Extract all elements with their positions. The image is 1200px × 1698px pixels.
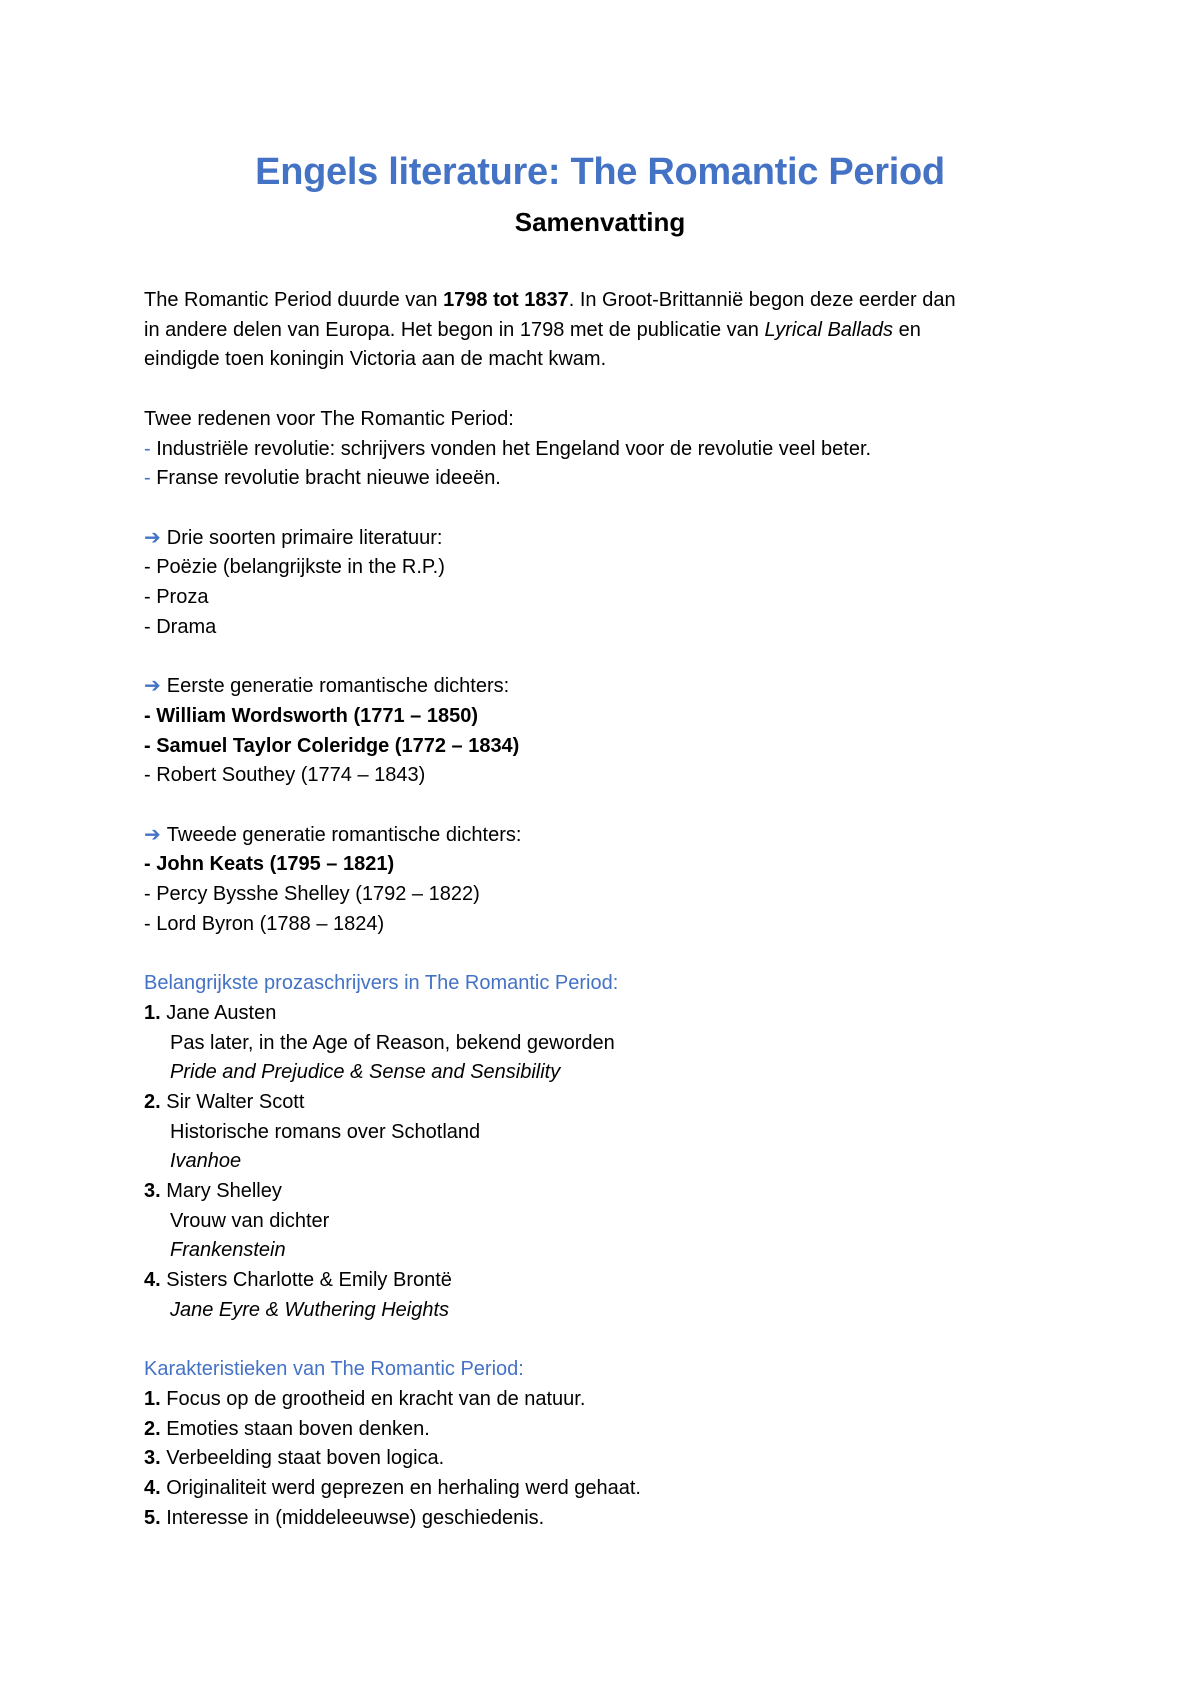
characteristics-heading: Karakteristieken van The Romantic Period:: [144, 1358, 524, 1381]
prose-writers-heading: Belangrijkste prozaschrijvers in The Romantic Period:: [144, 972, 619, 995]
item-number: 3.: [144, 1447, 161, 1470]
reason-text: Franse revolutie bracht nieuwe ideeën.: [156, 467, 501, 490]
heading-text: Eerste generatie romantische dichters:: [166, 675, 510, 698]
poet-name: Robert Southey (1774 – 1843): [156, 764, 426, 787]
bullet-dash: -: [144, 883, 157, 905]
poet-item: [144, 850, 1064, 880]
intro-text: The Romantic Period duurde van: [144, 289, 444, 311]
arrow-right-icon: ➔: [144, 823, 161, 846]
document-title: Engels literature: The Romantic Period: [255, 151, 945, 193]
writer-item: [144, 1177, 1064, 1207]
poet-name: Lord Byron (1788 – 1824): [156, 912, 385, 935]
characteristic-item: [144, 1504, 1064, 1534]
intro-text: . In Groot-Brittannië begon deze eerder dan: [568, 289, 956, 311]
writer-item: [144, 1088, 1064, 1118]
bullet-dash: -: [144, 853, 157, 876]
writer-name: Mary Shelley: [166, 1180, 282, 1203]
item-number: 2.: [144, 1417, 161, 1440]
poet-name: John Keats (1795 – 1821): [156, 853, 395, 876]
item-number: 1.: [144, 1387, 161, 1410]
intro-line-2: [144, 316, 1064, 346]
reason-text: Industriële revolutie: schrijvers vonden het Engeland voor de revolutie veel beter.: [156, 437, 872, 460]
poet-item: [144, 761, 1064, 791]
item-text: Drama: [156, 615, 217, 638]
writer-works: Jane Eyre & Wuthering Heights: [170, 1298, 450, 1321]
poet-name: William Wordsworth (1771 – 1850): [156, 704, 478, 727]
characteristic-text: Emoties staan boven denken.: [166, 1417, 430, 1440]
reason-item: [144, 464, 1064, 494]
writer-works: Pride and Prejudice & Sense and Sensibility: [170, 1061, 561, 1084]
item-number: 1.: [144, 1001, 161, 1024]
writer-note: Vrouw van dichter: [170, 1209, 330, 1232]
bullet-dash: -: [144, 764, 157, 787]
lyrical-ballads-title: Lyrical Ballads: [764, 318, 894, 341]
arrow-right-icon: ➔: [144, 526, 161, 549]
poet-item: [144, 702, 1064, 732]
poet-item: [144, 732, 1064, 762]
item-number: 4.: [144, 1269, 161, 1292]
writer-name: Jane Austen: [166, 1001, 277, 1024]
bullet-dash: -: [144, 556, 157, 579]
bullet-dash: -: [144, 704, 157, 727]
writer-item: [144, 1266, 1064, 1296]
item-number: 5.: [144, 1506, 161, 1529]
second-generation-heading: [144, 821, 1064, 851]
characteristic-text: Focus op de grootheid en kracht van de natuur.: [166, 1387, 586, 1410]
reason-item: [144, 435, 1064, 465]
characteristic-text: Verbeelding staat boven logica.: [166, 1447, 445, 1470]
writer-works: Frankenstein: [170, 1239, 286, 1262]
heading-text: Drie soorten primaire literatuur:: [166, 526, 443, 549]
bullet-dash: -: [144, 734, 157, 757]
item-text: Proza: [156, 586, 209, 608]
arrow-right-icon: ➔: [144, 675, 161, 698]
heading-text: Tweede generatie romantische dichters:: [166, 823, 522, 846]
item-number: 2.: [144, 1090, 161, 1113]
poet-name: Samuel Taylor Coleridge (1772 – 1834): [156, 734, 520, 757]
bullet-dash: -: [144, 615, 157, 638]
reasons-heading: Twee redenen voor The Romantic Period:: [144, 407, 514, 430]
period-years: 1798 tot 1837: [443, 289, 569, 311]
poet-item: [144, 910, 1064, 940]
intro-line-3: eindigde toen koningin Victoria aan de macht kwam.: [144, 348, 607, 371]
first-generation-heading: [144, 672, 1064, 702]
intro-line-1: [144, 286, 1064, 316]
document-body: [144, 286, 1064, 1533]
characteristic-item: [144, 1474, 1064, 1504]
characteristic-item: [144, 1385, 1064, 1415]
document-subtitle: Samenvatting: [514, 207, 686, 237]
writer-item: [144, 999, 1064, 1029]
poet-name: Percy Bysshe Shelley (1792 – 1822): [156, 883, 480, 905]
list-item: [144, 583, 1064, 613]
writer-note: Pas later, in the Age of Reason, bekend geworden: [170, 1031, 615, 1054]
bullet-dash: -: [144, 586, 157, 608]
bullet-dash: -: [144, 467, 157, 490]
list-item: [144, 553, 1064, 583]
item-number: 4.: [144, 1477, 161, 1500]
intro-text: in andere delen van Europa. Het begon in 1798 met de publicatie van: [144, 318, 765, 341]
characteristic-item: [144, 1444, 1064, 1474]
writer-note: Historische romans over Schotland: [170, 1120, 481, 1143]
literature-types-heading: [144, 524, 1064, 554]
intro-text: en: [893, 318, 921, 341]
characteristic-text: Originaliteit werd geprezen en herhaling werd gehaat.: [166, 1477, 641, 1500]
bullet-dash: -: [144, 437, 157, 460]
bullet-dash: -: [144, 912, 157, 935]
writer-name: Sir Walter Scott: [166, 1090, 305, 1113]
item-text: Poëzie (belangrijkste in the R.P.): [156, 556, 445, 579]
characteristic-item: [144, 1415, 1064, 1445]
writer-name: Sisters Charlotte & Emily Brontë: [166, 1269, 452, 1292]
writer-works: Ivanhoe: [170, 1150, 242, 1173]
list-item: [144, 613, 1064, 643]
characteristic-text: Interesse in (middeleeuwse) geschiedenis.: [166, 1506, 545, 1529]
poet-item: [144, 880, 1064, 910]
item-number: 3.: [144, 1180, 161, 1203]
